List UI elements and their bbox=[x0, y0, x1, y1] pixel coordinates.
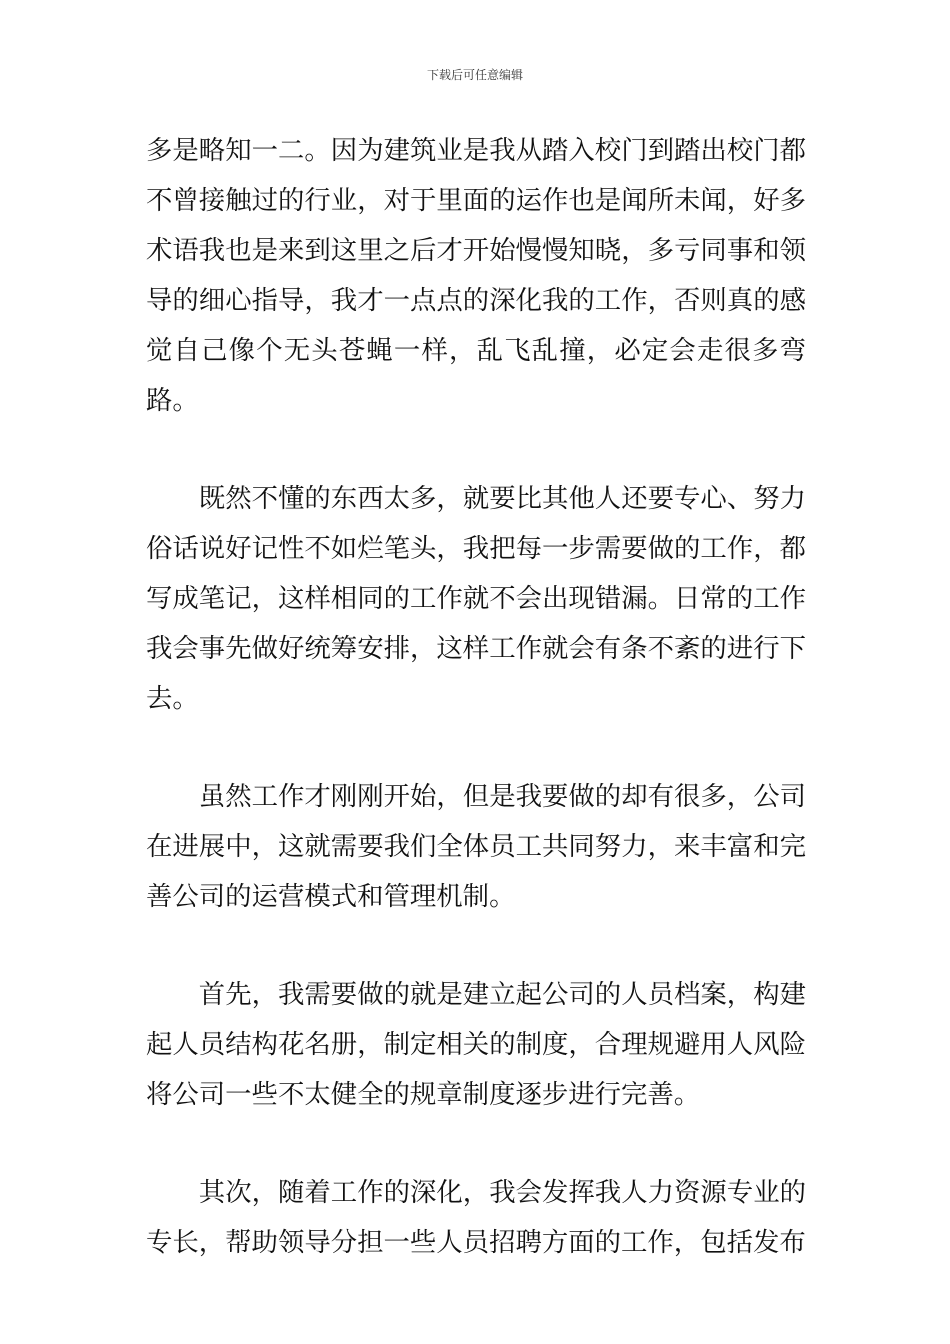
paragraph-2: 既然不懂的东西太多，就要比其他人还要专心、努力俗话说好记性不如烂笔头，我把每一步需要做的工作，都写成笔记，这样相同的工作就不会出现错漏。日常的工作我会事先做好统筹安排，这样工作就会有条不紊的进行下去。 bbox=[146, 483, 806, 714]
document-body bbox=[146, 126, 806, 1268]
paragraph-5: 其次，随着工作的深化，我会发挥我人力资源专业的专长，帮助领导分担一些人员招聘方面的工作，包括发布 bbox=[146, 1177, 806, 1258]
paragraph-3: 虽然工作才刚刚开始，但是我要做的却有很多，公司在进展中，这就需要我们全体员工共同努力，来丰富和完善公司的运营模式和管理机制。 bbox=[146, 781, 806, 912]
page-header-note: 下载后可任意编辑 bbox=[426, 68, 523, 82]
paragraph-4: 首先，我需要做的就是建立起公司的人员档案，构建起人员结构花名册，制定相关的制度，合理规避用人风险将公司一些不太健全的规章制度逐步进行完善。 bbox=[146, 979, 806, 1110]
paragraph-1: 多是略知一二。因为建筑业是我从踏入校门到踏出校门都不曾接触过的行业，对于里面的运作也是闻所未闻，好多术语我也是来到这里之后才开始慢慢知晓，多亏同事和领导的细心指导，我才一点点的深化我的工作，否则真的感觉自己像个无头苍蝇一样，乱飞乱撞，必定会走很多弯路。 bbox=[146, 135, 806, 416]
